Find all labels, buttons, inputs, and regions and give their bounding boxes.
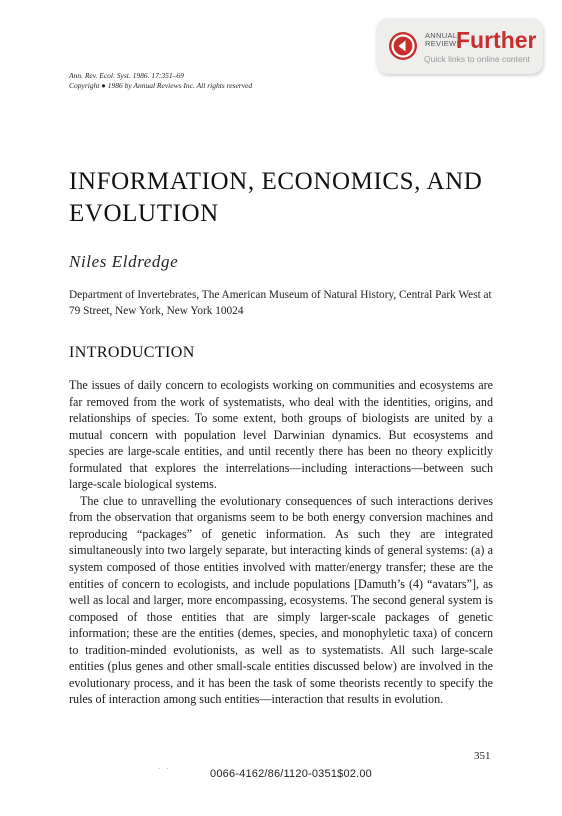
paragraph: The clue to unravelling the evolutionary consequences of such interactions derives from the observation that organisms seem to be both energy conversion machines and reproducing “packages” of genetic information. As such they are integrated simultaneously into two largely separate, but interacting kinds of general systems: (a) a system composed of those entities involved with matter/energy transfer; these are the entities of concern to ecologists, and include populations [Damuth’s (4) “avatars”], as well as local and larger, more encompassing, ecosystems. The second general system is composed of those entities that are simply larger-scale packages of genetic information; these are the entities (demes, species, and monophyletic taxa) of concern to tradition-minded evolutionists, as well as to systematists. All such large-scale entities (plus genes and other small-scale entities discussed below) are involved in the evolutionary process, and it has been the task of some theorists recently to specify the rules of interaction among such entities—interaction that results in evolution. <box>69 493 493 707</box>
journal-citation <box>69 71 252 91</box>
author-name: Niles Eldredge <box>69 252 179 271</box>
annual-reviews-further-badge[interactable] <box>376 18 543 74</box>
copyright-line: Copyright ● 1986 by Annual Reviews Inc. All rights reserved <box>69 81 253 90</box>
annual-reviews-logo-icon <box>389 32 417 60</box>
article-body <box>69 377 493 708</box>
citation-line: Ann. Rev. Ecol. Syst. 1986. 17:351–69 <box>69 71 184 80</box>
further-wordmark: Further <box>456 27 537 53</box>
quick-links-text[interactable]: Quick links to online content <box>424 54 530 64</box>
article-title: INFORMATION, ECONOMICS, AND EVOLUTION <box>69 168 483 227</box>
annual-reviews-wordmark: ANNUAL REVIEWS <box>425 31 462 48</box>
decorative-dots: · · <box>158 765 171 773</box>
author-affiliation: Department of Invertebrates, The American Museum of Natural History, Central Park West at 79 Street, New York, New York 10024 <box>69 289 492 317</box>
paragraph: The issues of daily concern to ecologists working on communities and ecosystems are far removed from the work of systematists, who deal with the identities, origins, and relationships of species. To some extent, both groups of biologists are united by a mutual concern with population level Darwinian dynamics. But ecosystems and species are large-scale entities, and until recently there has been no theory explicitly formulated that explores the interrelations—including interactions—between such large-scale biological systems. <box>69 378 493 492</box>
page-number: 351 <box>474 750 491 762</box>
section-heading: INTRODUCTION <box>69 344 195 361</box>
issn-line: 0066-4162/86/1120-0351$02.00 <box>210 768 372 780</box>
